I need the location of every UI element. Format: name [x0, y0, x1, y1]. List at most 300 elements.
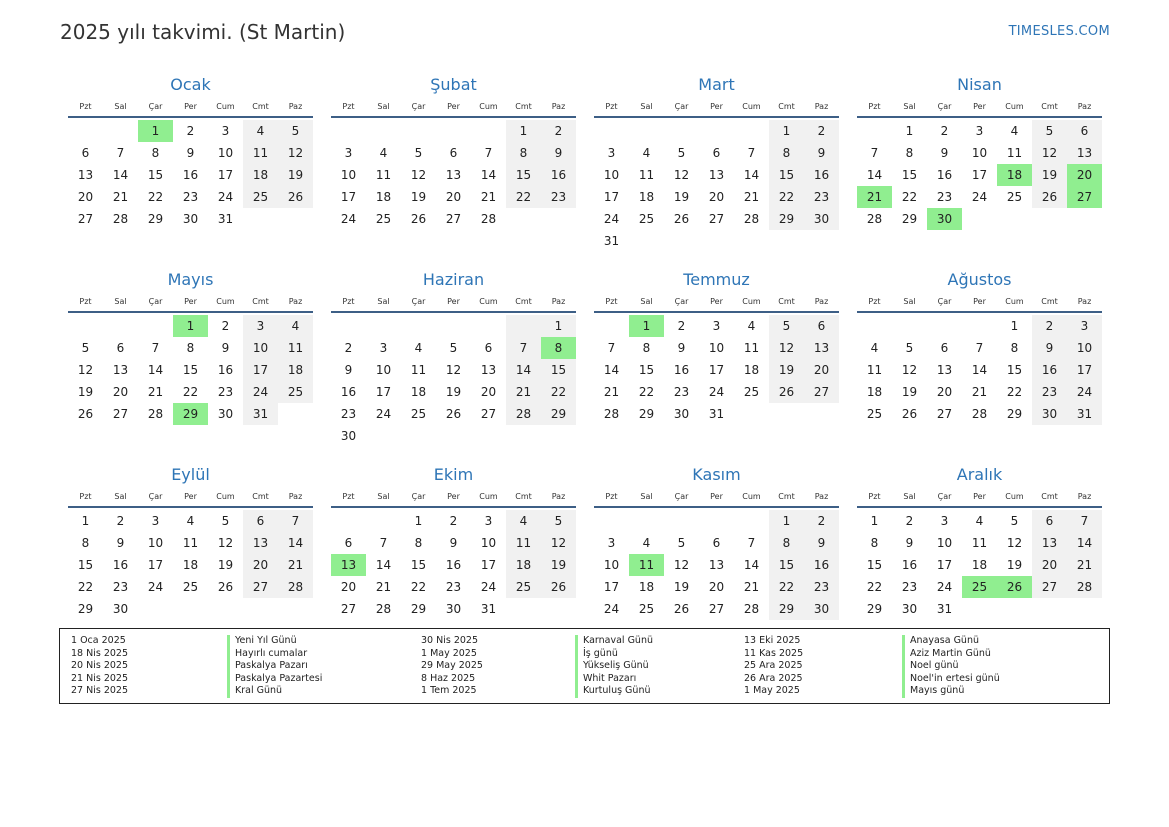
day-cell: 31 — [480, 602, 497, 616]
week-row — [857, 142, 1102, 164]
empty-cell — [103, 315, 138, 337]
empty-cell — [804, 230, 839, 252]
day-cell: 12 — [769, 337, 804, 359]
day-cell: 8 — [769, 532, 804, 554]
week-row — [331, 315, 576, 337]
empty-cell — [1067, 598, 1102, 620]
day-cell: 7 — [484, 146, 493, 160]
day-cell: 13 — [331, 554, 366, 576]
weekday-label: Cmt — [778, 102, 795, 111]
day-cell: 7 — [870, 146, 879, 160]
day-cell: 18 — [243, 164, 278, 186]
day-cell: 26 — [901, 407, 918, 421]
day-cell: 15 — [541, 359, 576, 381]
day-cell: 13 — [1067, 142, 1102, 164]
weekday-label: Sal — [377, 297, 390, 306]
weekday-label: Cmt — [515, 102, 532, 111]
week-row — [331, 142, 576, 164]
week-row — [331, 403, 576, 425]
day-cell: 19 — [1032, 164, 1067, 186]
holiday-date: 30 Nis 2025 — [421, 635, 478, 646]
day-cell: 30 — [340, 429, 357, 443]
empty-cell — [471, 425, 506, 447]
day-cell: 21 — [112, 190, 129, 204]
empty-cell — [208, 598, 243, 620]
day-cell: 23 — [112, 580, 129, 594]
weekday-label: Paz — [288, 102, 303, 111]
day-cell: 20 — [77, 190, 94, 204]
day-cell: 14 — [603, 363, 620, 377]
holiday-date: 29 May 2025 — [421, 660, 483, 671]
weekday-label: Pzt — [342, 297, 355, 306]
day-cell: 2 — [905, 514, 914, 528]
day-cell: 4 — [642, 146, 651, 160]
day-cell: 23 — [936, 190, 953, 204]
empty-cell — [699, 230, 734, 252]
day-cell: 10 — [603, 168, 620, 182]
day-cell: 6 — [712, 536, 721, 550]
week-row — [594, 164, 839, 186]
day-cell: 1 — [870, 514, 879, 528]
empty-cell — [541, 208, 576, 230]
day-cell: 11 — [629, 554, 664, 576]
day-cell: 4 — [975, 514, 984, 528]
day-cell: 19 — [1006, 558, 1023, 572]
day-cell: 1 — [81, 514, 90, 528]
day-cell: 26 — [278, 186, 313, 208]
day-cell: 5 — [1032, 120, 1067, 142]
weekday-label: Cmt — [1041, 492, 1058, 501]
day-cell: 22 — [147, 190, 164, 204]
holiday-name: Aziz Martin Günü — [902, 648, 1000, 661]
site-brand-link[interactable]: TIMESLES.COM — [1008, 24, 1110, 39]
day-cell: 23 — [340, 407, 357, 421]
empty-cell — [629, 120, 664, 142]
empty-cell — [769, 403, 804, 425]
week-row — [594, 186, 839, 208]
day-cell: 9 — [186, 146, 195, 160]
day-cell: 14 — [278, 532, 313, 554]
day-cell: 30 — [112, 602, 129, 616]
empty-cell — [927, 315, 962, 337]
empty-cell — [366, 425, 401, 447]
empty-cell — [997, 598, 1032, 620]
weekday-label: Çar — [411, 297, 426, 306]
day-cell: 1 — [1010, 319, 1019, 333]
day-cell: 14 — [506, 359, 541, 381]
empty-cell — [278, 598, 313, 620]
day-cell: 11 — [182, 536, 199, 550]
day-cell: 27 — [77, 212, 94, 226]
day-cell: 9 — [905, 536, 914, 550]
day-cell: 15 — [769, 554, 804, 576]
day-cell: 26 — [673, 602, 690, 616]
day-cell: 11 — [1006, 146, 1023, 160]
day-cell: 3 — [975, 124, 984, 138]
day-cell: 6 — [344, 536, 353, 550]
empty-cell — [699, 120, 734, 142]
weekday-label: Pzt — [79, 297, 92, 306]
weekday-label: Çar — [674, 102, 689, 111]
empty-cell — [506, 208, 541, 230]
month-name: Haziran — [422, 270, 485, 289]
weekday-label: Paz — [551, 297, 566, 306]
day-cell: 24 — [1067, 381, 1102, 403]
holiday-name: Hayırlı cumalar — [227, 648, 322, 661]
empty-cell — [594, 510, 629, 532]
empty-cell — [734, 510, 769, 532]
weekday-label: Per — [710, 492, 723, 501]
day-cell: 25 — [962, 576, 997, 598]
day-cell: 13 — [480, 363, 497, 377]
day-cell: 25 — [638, 602, 655, 616]
day-cell: 3 — [1067, 315, 1102, 337]
day-cell: 21 — [480, 190, 497, 204]
weekday-label: Cum — [1005, 102, 1024, 111]
day-cell: 22 — [541, 381, 576, 403]
holiday-name: Anayasa Günü — [902, 635, 1000, 648]
day-cell: 23 — [182, 190, 199, 204]
empty-cell — [366, 510, 401, 532]
day-cell: 4 — [747, 319, 756, 333]
day-cell: 17 — [340, 190, 357, 204]
holiday-date: 25 Ara 2025 — [744, 660, 803, 671]
day-cell: 10 — [1067, 337, 1102, 359]
weekday-header — [594, 98, 839, 118]
day-cell: 15 — [866, 558, 883, 572]
week-row — [594, 381, 839, 403]
holiday-name-column — [902, 635, 1000, 698]
weekday-label: Per — [184, 492, 197, 501]
day-cell: 7 — [607, 341, 616, 355]
day-cell: 9 — [1032, 337, 1067, 359]
day-cell: 28 — [278, 576, 313, 598]
week-row — [68, 142, 313, 164]
day-cell: 1 — [541, 315, 576, 337]
day-cell: 10 — [147, 536, 164, 550]
day-cell: 23 — [541, 186, 576, 208]
weekday-label: Paz — [1077, 492, 1092, 501]
empty-cell — [138, 598, 173, 620]
empty-cell — [506, 425, 541, 447]
day-cell: 14 — [480, 168, 497, 182]
day-cell: 16 — [804, 164, 839, 186]
month-calendar — [331, 464, 576, 631]
day-cell: 18 — [997, 164, 1032, 186]
day-cell: 21 — [375, 580, 392, 594]
day-cell: 11 — [638, 168, 655, 182]
weekday-label: Çar — [411, 102, 426, 111]
day-cell: 13 — [77, 168, 94, 182]
day-cell: 26 — [77, 407, 94, 421]
month-calendar — [594, 74, 839, 248]
weekday-label: Per — [447, 102, 460, 111]
holiday-date-column — [421, 635, 483, 698]
day-cell: 28 — [1067, 576, 1102, 598]
weekday-label: Cmt — [252, 297, 269, 306]
week-row — [68, 381, 313, 403]
day-cell: 25 — [506, 576, 541, 598]
day-cell: 11 — [971, 536, 988, 550]
day-cell: 20 — [445, 190, 462, 204]
week-row — [594, 337, 839, 359]
day-cell: 2 — [186, 124, 195, 138]
weekday-label: Per — [447, 297, 460, 306]
day-cell: 1 — [769, 120, 804, 142]
week-row — [857, 598, 1102, 620]
day-cell: 18 — [506, 554, 541, 576]
day-cell: 3 — [607, 146, 616, 160]
holiday-name: İş günü — [575, 648, 653, 661]
day-cell: 30 — [673, 407, 690, 421]
day-cell: 6 — [1067, 120, 1102, 142]
weekday-label: Çar — [411, 492, 426, 501]
day-cell: 28 — [743, 212, 760, 226]
day-cell: 6 — [81, 146, 90, 160]
week-row — [594, 554, 839, 576]
week-row — [857, 120, 1102, 142]
week-row — [594, 598, 839, 620]
empty-cell — [857, 120, 892, 142]
holiday-name: Noel günü — [902, 660, 1000, 673]
day-cell: 4 — [243, 120, 278, 142]
day-cell: 31 — [1067, 403, 1102, 425]
empty-cell — [366, 315, 401, 337]
day-cell: 8 — [151, 146, 160, 160]
day-cell: 6 — [116, 341, 125, 355]
day-cell: 24 — [147, 580, 164, 594]
weekday-label: Sal — [377, 102, 390, 111]
day-cell: 6 — [449, 146, 458, 160]
empty-cell — [471, 315, 506, 337]
day-cell: 15 — [147, 168, 164, 182]
day-cell: 20 — [243, 554, 278, 576]
weekday-header — [594, 488, 839, 508]
day-cell: 18 — [375, 190, 392, 204]
day-cell: 26 — [673, 212, 690, 226]
weekday-label: Cum — [479, 492, 498, 501]
week-row — [857, 554, 1102, 576]
weekday-label: Cmt — [515, 492, 532, 501]
day-cell: 30 — [217, 407, 234, 421]
weekday-label: Çar — [148, 102, 163, 111]
empty-cell — [804, 403, 839, 425]
weekday-header — [857, 488, 1102, 508]
weekday-header — [68, 488, 313, 508]
day-cell: 8 — [870, 536, 879, 550]
day-cell: 10 — [217, 146, 234, 160]
day-cell: 14 — [743, 168, 760, 182]
day-cell: 27 — [708, 602, 725, 616]
day-cell: 27 — [1032, 576, 1067, 598]
day-cell: 4 — [642, 536, 651, 550]
day-cell: 29 — [1006, 407, 1023, 421]
weekday-header — [68, 293, 313, 313]
day-cell: 24 — [375, 407, 392, 421]
day-cell: 14 — [112, 168, 129, 182]
day-cell: 10 — [603, 558, 620, 572]
day-cell: 28 — [112, 212, 129, 226]
month-calendar — [857, 464, 1102, 631]
day-cell: 24 — [936, 580, 953, 594]
day-cell: 24 — [971, 190, 988, 204]
holiday-name: Yükseliş Günü — [575, 660, 653, 673]
day-cell: 1 — [769, 510, 804, 532]
day-cell: 23 — [673, 385, 690, 399]
day-cell: 26 — [1032, 186, 1067, 208]
month-calendar — [68, 269, 313, 436]
month-calendar — [857, 74, 1102, 241]
weekday-label: Çar — [148, 297, 163, 306]
weekday-label: Paz — [288, 492, 303, 501]
week-row — [331, 164, 576, 186]
day-cell: 19 — [410, 190, 427, 204]
day-cell: 20 — [1032, 554, 1067, 576]
day-cell: 14 — [971, 363, 988, 377]
day-cell: 6 — [1032, 510, 1067, 532]
day-cell: 24 — [708, 385, 725, 399]
empty-cell — [173, 598, 208, 620]
week-row — [857, 403, 1102, 425]
day-cell: 7 — [747, 536, 756, 550]
day-cell: 14 — [1067, 532, 1102, 554]
weekday-label: Cum — [479, 297, 498, 306]
holiday-name: Yeni Yıl Günü — [227, 635, 322, 648]
empty-cell — [892, 315, 927, 337]
day-cell: 27 — [340, 602, 357, 616]
week-row — [594, 142, 839, 164]
day-cell: 29 — [769, 598, 804, 620]
day-cell: 29 — [147, 212, 164, 226]
weekday-label: Sal — [377, 492, 390, 501]
empty-cell — [541, 598, 576, 620]
day-cell: 25 — [410, 407, 427, 421]
day-cell: 10 — [243, 337, 278, 359]
day-cell: 31 — [217, 212, 234, 226]
day-cell: 16 — [804, 554, 839, 576]
day-cell: 3 — [484, 514, 493, 528]
week-row — [68, 208, 313, 230]
week-row — [857, 381, 1102, 403]
day-cell: 5 — [1010, 514, 1019, 528]
day-cell: 25 — [243, 186, 278, 208]
day-cell: 25 — [866, 407, 883, 421]
day-cell: 27 — [243, 576, 278, 598]
day-cell: 7 — [506, 337, 541, 359]
holiday-name: Mayıs günü — [902, 685, 1000, 698]
day-cell: 9 — [541, 142, 576, 164]
day-cell: 29 — [77, 602, 94, 616]
holiday-date: 20 Nis 2025 — [71, 660, 128, 671]
day-cell: 21 — [743, 190, 760, 204]
day-cell: 31 — [936, 602, 953, 616]
weekday-label: Sal — [903, 102, 916, 111]
page-title: 2025 yılı takvimi. (St Martin) — [60, 20, 346, 44]
empty-cell — [1032, 208, 1067, 230]
day-cell: 13 — [445, 168, 462, 182]
day-cell: 2 — [1032, 315, 1067, 337]
day-cell: 21 — [971, 385, 988, 399]
weekday-label: Pzt — [868, 102, 881, 111]
weekday-label: Çar — [148, 492, 163, 501]
day-cell: 7 — [747, 146, 756, 160]
day-cell: 5 — [541, 510, 576, 532]
day-cell: 10 — [936, 536, 953, 550]
day-cell: 6 — [712, 146, 721, 160]
weekday-label: Per — [184, 297, 197, 306]
weekday-label: Pzt — [342, 492, 355, 501]
day-cell: 28 — [506, 403, 541, 425]
day-cell: 30 — [1032, 403, 1067, 425]
day-cell: 16 — [936, 168, 953, 182]
weekday-label: Paz — [1077, 297, 1092, 306]
weekday-label: Paz — [551, 492, 566, 501]
day-cell: 26 — [445, 407, 462, 421]
day-cell: 11 — [278, 337, 313, 359]
empty-cell — [734, 403, 769, 425]
day-cell: 13 — [936, 363, 953, 377]
day-cell: 13 — [1032, 532, 1067, 554]
day-cell: 28 — [971, 407, 988, 421]
day-cell: 4 — [506, 510, 541, 532]
weekday-label: Paz — [551, 102, 566, 111]
day-cell: 19 — [77, 385, 94, 399]
day-cell: 16 — [445, 558, 462, 572]
week-row — [331, 208, 576, 230]
empty-cell — [541, 425, 576, 447]
day-cell: 25 — [1006, 190, 1023, 204]
day-cell: 13 — [243, 532, 278, 554]
day-cell: 29 — [541, 403, 576, 425]
day-cell: 3 — [379, 341, 388, 355]
day-cell: 4 — [278, 315, 313, 337]
day-cell: 9 — [804, 142, 839, 164]
day-cell: 29 — [866, 602, 883, 616]
day-cell: 24 — [340, 212, 357, 226]
day-cell: 27 — [445, 212, 462, 226]
day-cell: 28 — [480, 212, 497, 226]
day-cell: 23 — [901, 580, 918, 594]
day-cell: 8 — [506, 142, 541, 164]
empty-cell — [331, 315, 366, 337]
week-row — [331, 510, 576, 532]
weekday-label: Cmt — [252, 102, 269, 111]
day-cell: 16 — [673, 363, 690, 377]
empty-cell — [331, 120, 366, 142]
week-row — [68, 359, 313, 381]
holiday-list — [59, 628, 1110, 704]
weekday-label: Sal — [640, 492, 653, 501]
day-cell: 8 — [541, 337, 576, 359]
day-cell: 3 — [344, 146, 353, 160]
day-cell: 10 — [340, 168, 357, 182]
month-name: Ekim — [433, 465, 474, 484]
day-cell: 7 — [116, 146, 125, 160]
month-calendar — [68, 74, 313, 241]
week-row — [68, 164, 313, 186]
day-cell: 3 — [607, 536, 616, 550]
day-cell: 17 — [375, 385, 392, 399]
day-cell: 11 — [410, 363, 427, 377]
day-cell: 19 — [673, 580, 690, 594]
week-row — [68, 403, 313, 425]
day-cell: 5 — [414, 146, 423, 160]
day-cell: 24 — [480, 580, 497, 594]
day-cell: 15 — [1006, 363, 1023, 377]
empty-cell — [664, 120, 699, 142]
day-cell: 29 — [410, 602, 427, 616]
empty-cell — [857, 315, 892, 337]
